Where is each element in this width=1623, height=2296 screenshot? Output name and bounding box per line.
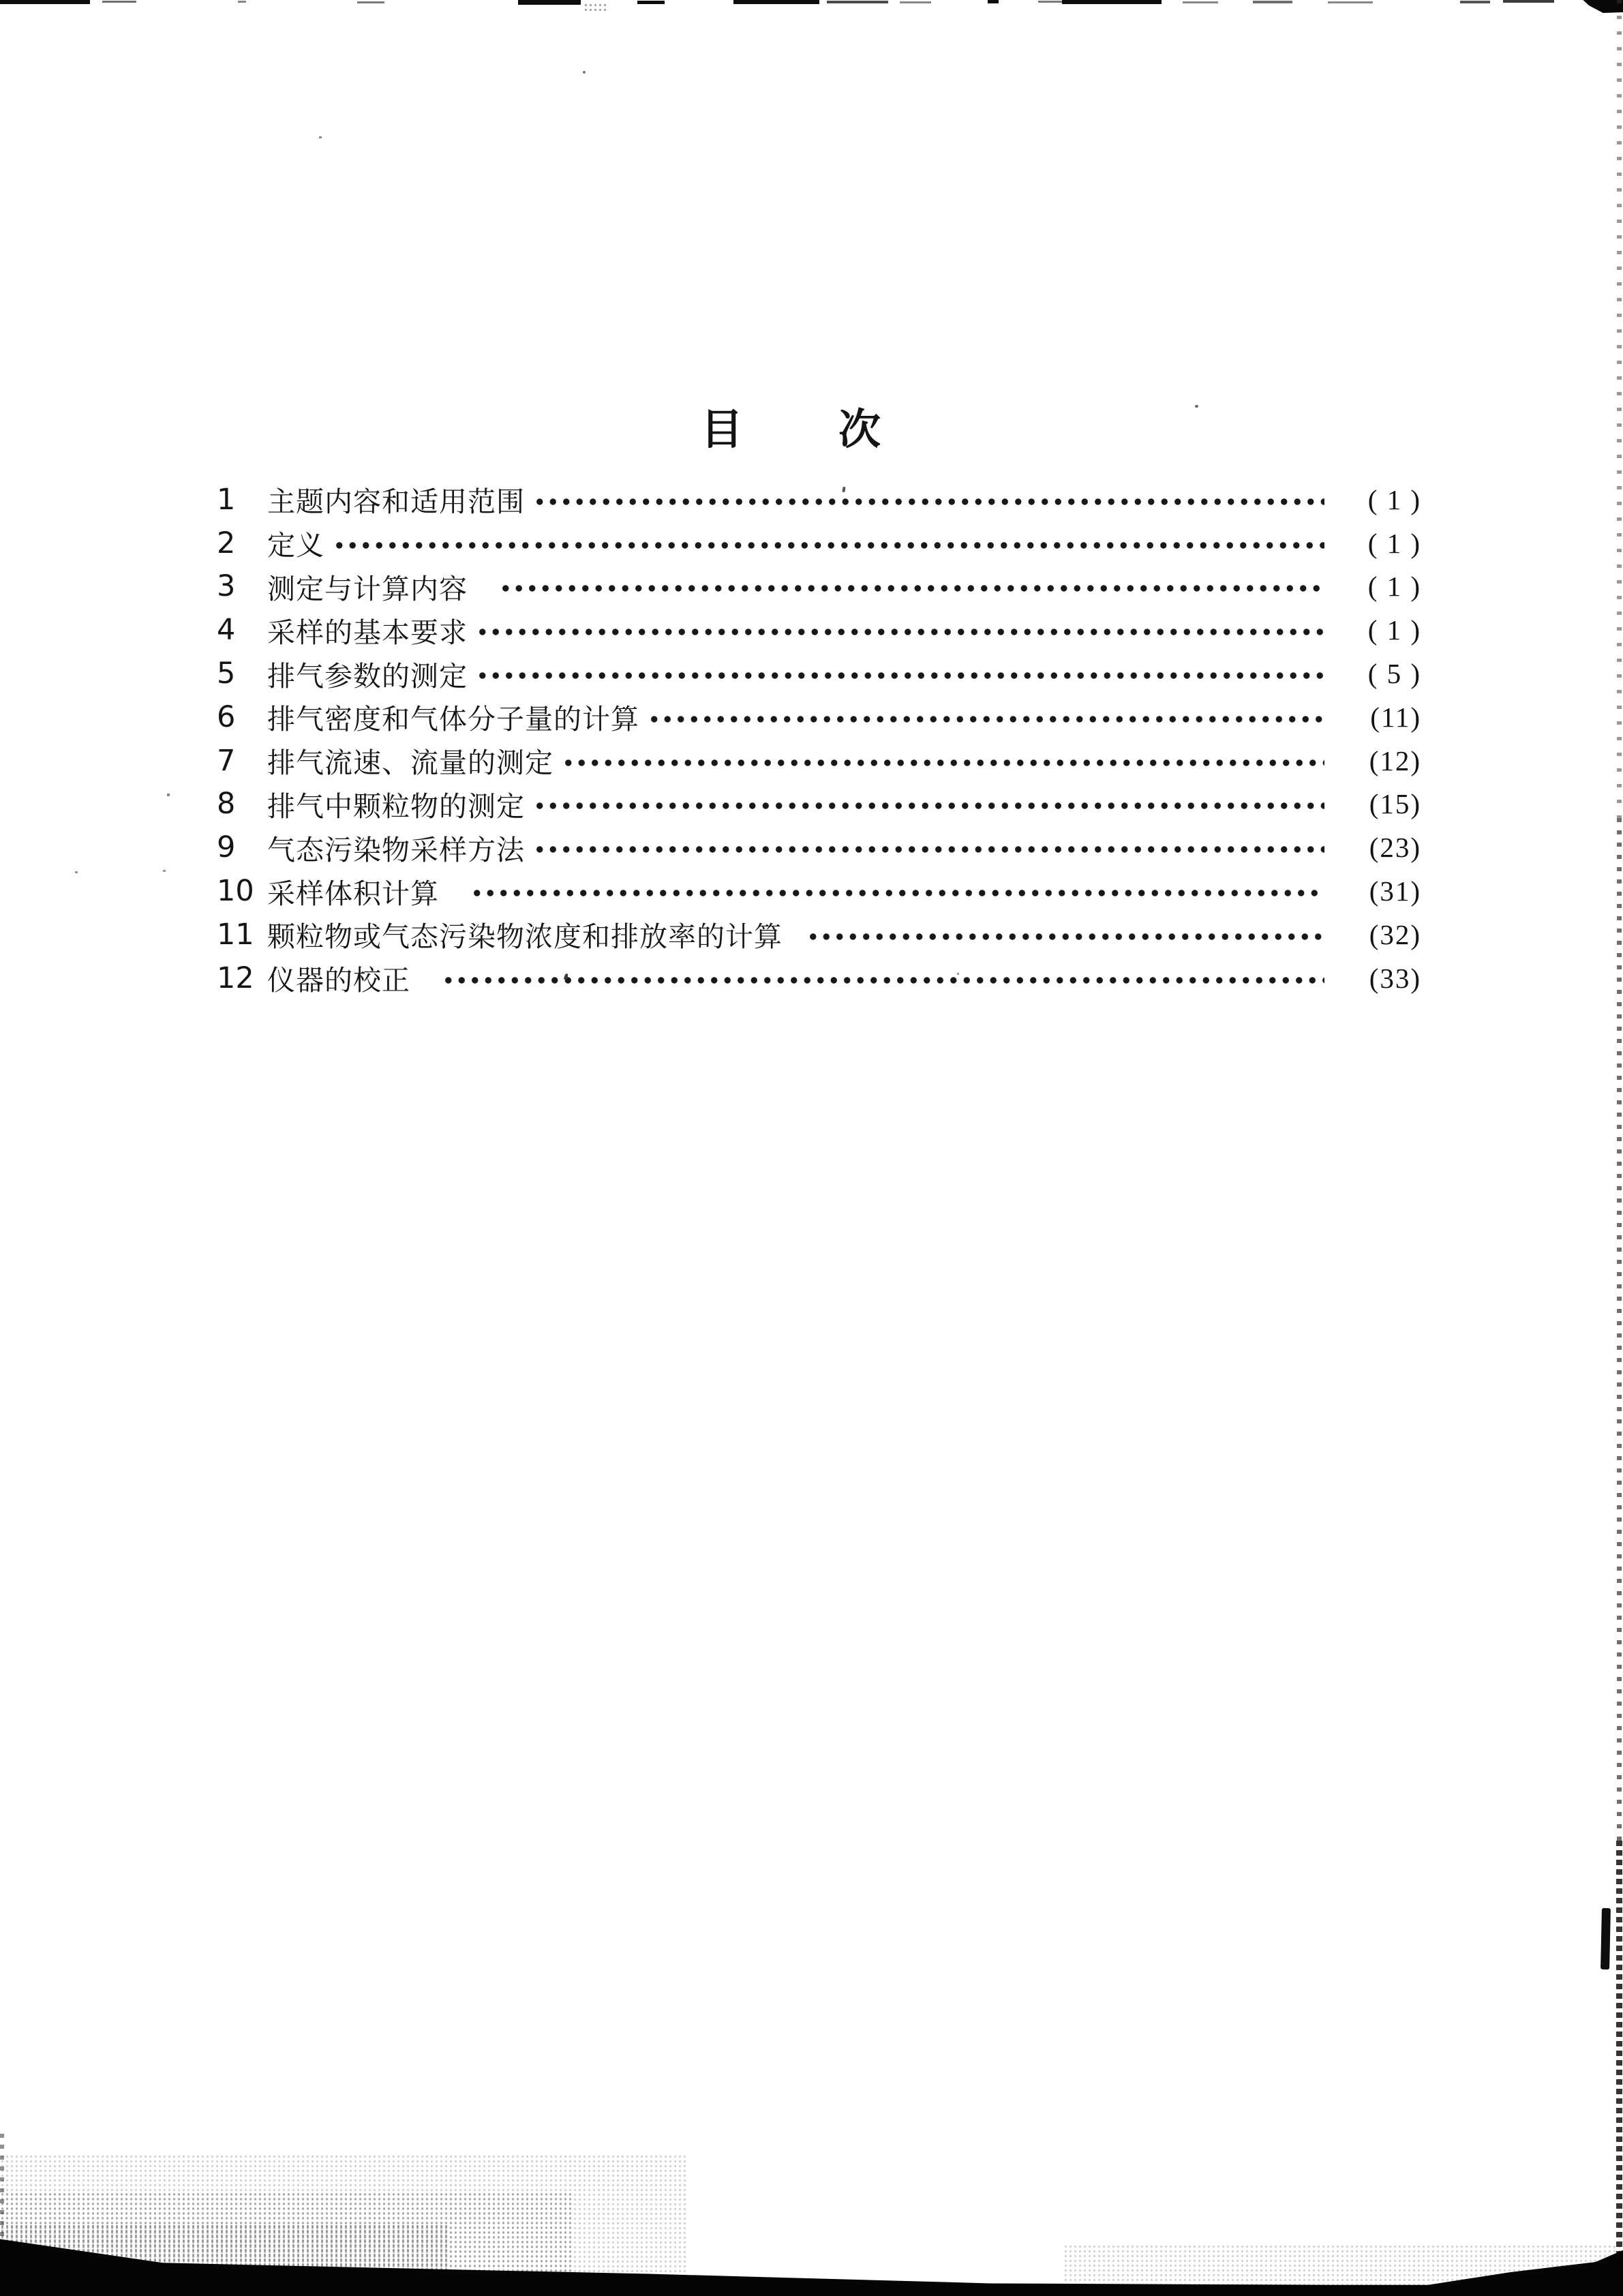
scan-speck: [1195, 405, 1198, 408]
dot-leader: [498, 584, 1324, 593]
dot-leader: [532, 801, 1324, 811]
toc-item-number: 9: [217, 830, 236, 865]
toc-item-number: 6: [217, 699, 236, 734]
toc-row: [217, 608, 1421, 652]
toc-item-page: (15): [1369, 788, 1421, 820]
toc-item-page: (11): [1370, 701, 1421, 733]
toc-row: [217, 913, 1421, 956]
scan-noise-top: [0, 0, 90, 4]
toc-item-title: 仪器的校正: [267, 965, 434, 997]
toc-item-number: 11: [217, 917, 254, 952]
scan-noise-top: [583, 3, 607, 12]
dot-leader: [560, 758, 1324, 768]
scan-edge-right: [1616, 1841, 1622, 2296]
toc-item-title: 气态污染物采样方法: [267, 834, 525, 866]
table-of-contents: [217, 478, 1421, 1000]
toc-row: [217, 739, 1421, 783]
toc-item-number: 1: [217, 482, 236, 517]
scan-noise-top: [1183, 1, 1218, 3]
scan-speck: [319, 136, 322, 138]
scan-edge-right: [1617, 818, 1622, 1841]
toc-item-title: 排气参数的测定: [267, 660, 468, 692]
scan-edge-right: [1617, 0, 1622, 818]
toc-row: [217, 956, 1421, 1000]
scan-noise-top: [1062, 0, 1162, 4]
scan-noise-top: [827, 1, 888, 3]
toc-item-number: 8: [217, 787, 236, 821]
scan-speck: [583, 71, 586, 74]
scan-noise-top: [238, 1, 246, 3]
dot-leader: [474, 671, 1324, 680]
scan-noise-top: [1328, 1, 1373, 3]
toc-item-page: (23): [1369, 832, 1421, 864]
toc-item-page: (32): [1369, 918, 1421, 950]
toc-item-title: 主题内容和适用范围: [267, 486, 525, 518]
scan-speck: [167, 794, 170, 796]
scan-noise-top: [900, 1, 931, 3]
toc-item-title: 颗粒物或气态污染物浓度和排放率的计算: [267, 921, 798, 953]
toc-item-page: ( 1 ): [1367, 571, 1421, 603]
scan-speck: [163, 870, 166, 872]
toc-item-page: ( 5 ): [1367, 658, 1421, 690]
toc-item-title: 测定与计算内容: [267, 573, 491, 605]
toc-item-page: (12): [1369, 744, 1421, 776]
scan-noise-top: [1038, 1, 1064, 3]
toc-item-title: 排气中颗粒物的测定: [267, 790, 525, 822]
scan-noise-top: [637, 1, 665, 4]
toc-item-number: 10: [217, 874, 254, 909]
toc-row: [217, 783, 1421, 826]
toc-item-title: 采样体积计算: [267, 877, 462, 909]
toc-item-title: 采样的基本要求: [267, 616, 468, 648]
toc-row: [217, 565, 1421, 609]
toc-item-page: ( 1 ): [1367, 614, 1421, 646]
dot-leader: [331, 541, 1324, 550]
page-title: [701, 395, 881, 456]
dot-leader: [469, 888, 1324, 898]
title-char-1: 目: [701, 407, 744, 453]
toc-row: [217, 652, 1421, 695]
toc-row: [217, 695, 1421, 739]
toc-item-number: 3: [217, 569, 236, 604]
dot-leader: [532, 497, 1324, 507]
toc-item-number: 5: [217, 656, 236, 691]
toc-item-page: (33): [1369, 962, 1421, 994]
scan-noise-top: [518, 0, 581, 5]
scan-noise-top: [102, 1, 136, 3]
scan-noise-top: [988, 0, 999, 3]
toc-item-page: (31): [1369, 875, 1421, 907]
dot-leader: [440, 976, 1324, 985]
scan-mark-right: [1601, 1908, 1611, 1969]
toc-row: [217, 869, 1421, 913]
dot-leader: [805, 932, 1325, 941]
toc-item-page: ( 1 ): [1367, 527, 1421, 559]
dot-leader: [646, 714, 1324, 724]
toc-item-number: 12: [217, 961, 254, 995]
toc-row: [217, 522, 1421, 565]
dot-leader: [532, 845, 1324, 854]
scan-noise-top: [357, 1, 384, 3]
dot-leader: [474, 627, 1324, 637]
toc-row: [217, 478, 1421, 522]
scan-speck: [75, 871, 78, 873]
toc-row: [217, 826, 1421, 869]
title-char-2: 次: [838, 407, 881, 453]
toc-item-title: 排气密度和气体分子量的计算: [267, 704, 639, 736]
scan-noise-top: [1503, 0, 1554, 3]
scan-noise-top: [1460, 1, 1490, 3]
scan-noise-top: [1253, 1, 1292, 3]
toc-item-number: 4: [217, 613, 236, 648]
scan-noise-top: [733, 0, 819, 4]
toc-item-title: 排气流速、流量的测定: [267, 747, 553, 779]
toc-item-number: 2: [217, 526, 236, 560]
scan-edge-left: [0, 2134, 4, 2236]
toc-item-number: 7: [217, 743, 236, 778]
toc-item-page: ( 1 ): [1367, 483, 1421, 515]
toc-item-title: 定义: [267, 530, 324, 562]
scan-speck: [957, 973, 959, 975]
